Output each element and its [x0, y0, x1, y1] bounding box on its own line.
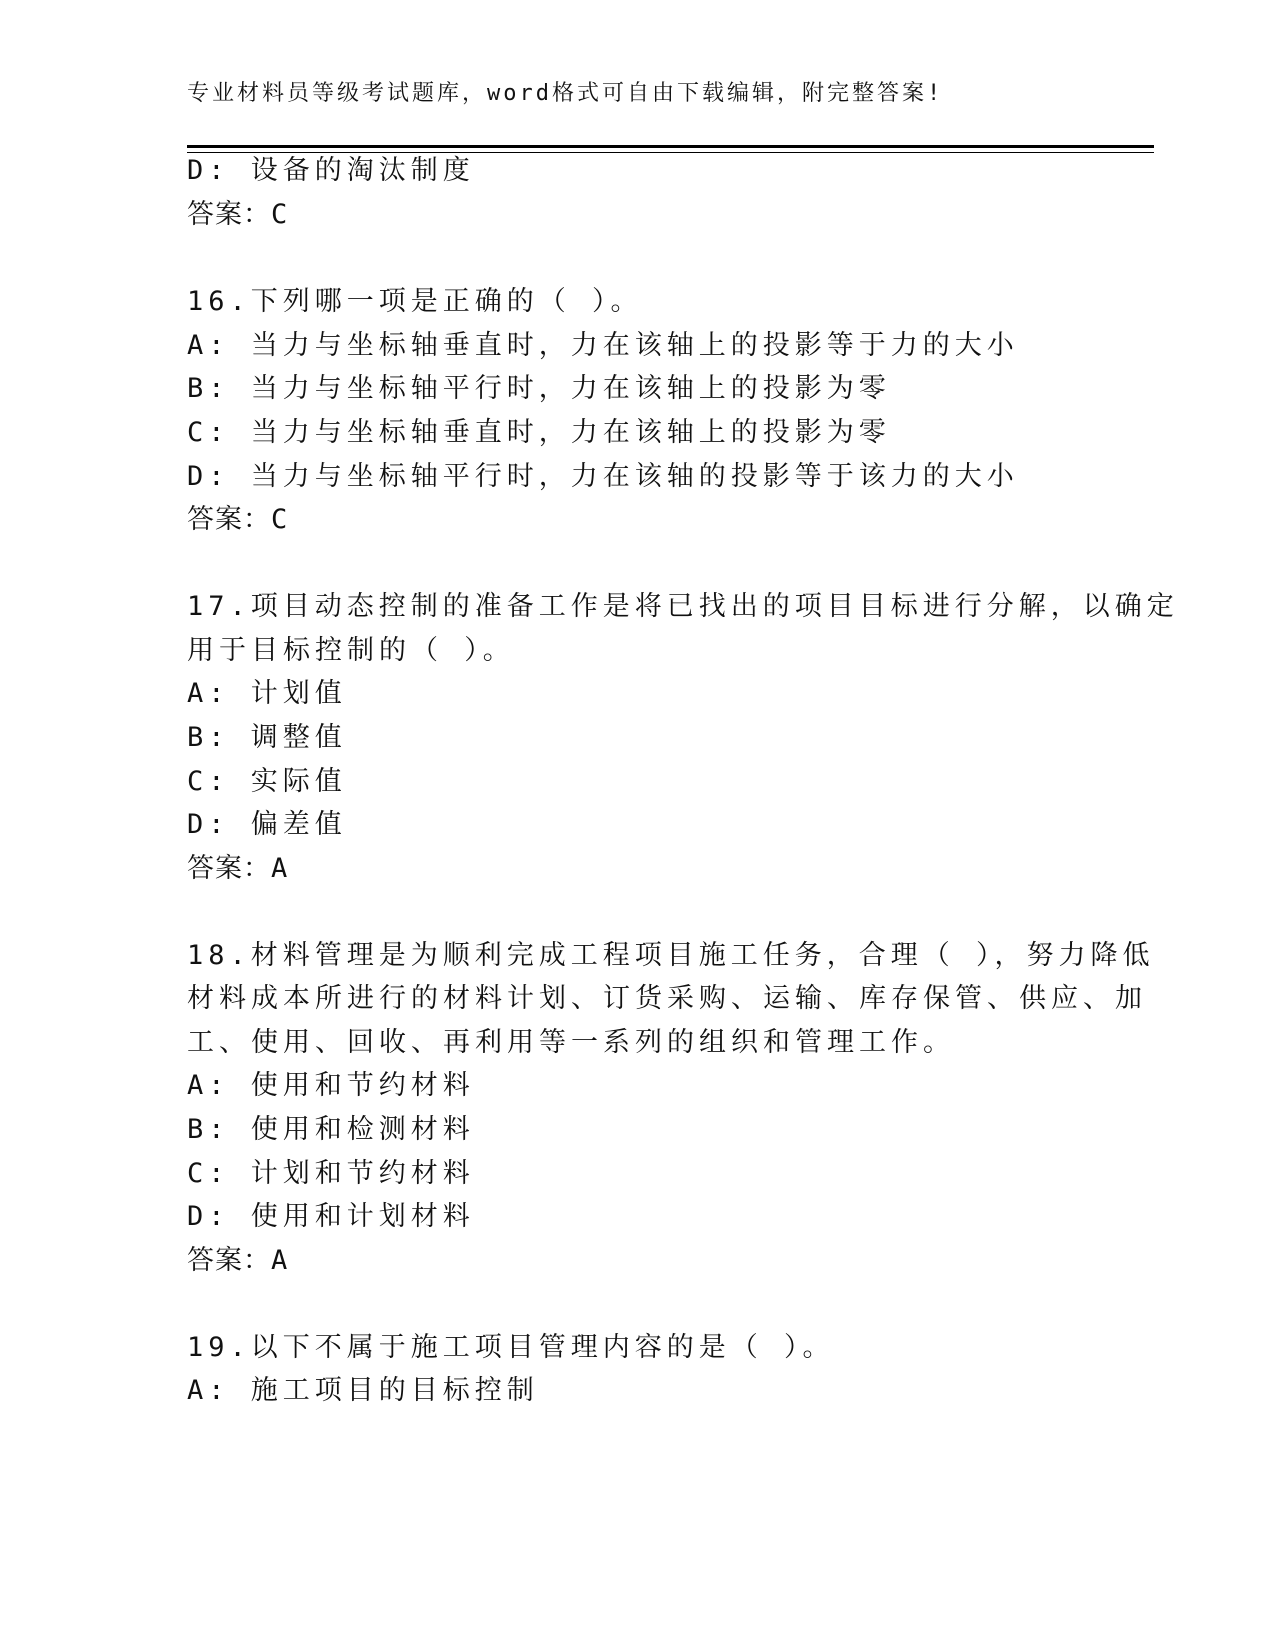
document-header: 专业材料员等级考试题库，word格式可自由下载编辑，附完整答案! — [187, 81, 944, 106]
answer-label: 答案： — [187, 1245, 271, 1276]
q18-stem-line-3: 工、使用、回收、再利用等一系列的组织和管理工作。 — [187, 1027, 955, 1058]
answer-value: C — [271, 504, 289, 535]
q17-option-c: C: 实际值 — [187, 766, 347, 797]
q16-answer — [187, 502, 288, 538]
prev-option-d: D: 设备的淘汰制度 — [187, 155, 475, 186]
answer-value: A — [271, 1245, 289, 1276]
answer-label: 答案： — [187, 199, 271, 230]
q16-option-c: C: 当力与坐标轴垂直时，力在该轴上的投影为零 — [187, 417, 891, 448]
q17-option-a: A: 计划值 — [187, 678, 347, 709]
q17-option-d: D: 偏差值 — [187, 809, 347, 840]
q17-stem-line-1: 17.项目动态控制的准备工作是将已找出的项目目标进行分解，以确定 — [187, 591, 1179, 622]
q17-answer — [187, 851, 288, 887]
q16-option-b: B: 当力与坐标轴平行时，力在该轴上的投影为零 — [187, 373, 891, 404]
q16-stem: 16.下列哪一项是正确的（ ）。 — [187, 286, 643, 317]
q19-option-a: A: 施工项目的目标控制 — [187, 1375, 539, 1406]
header-rule-thick — [187, 145, 1154, 148]
prev-answer — [187, 197, 288, 233]
q16-option-d: D: 当力与坐标轴平行时，力在该轴的投影等于该力的大小 — [187, 461, 1019, 492]
q17-stem-line-2: 用于目标控制的（ ）。 — [187, 635, 515, 666]
q18-option-c: C: 计划和节约材料 — [187, 1158, 475, 1189]
answer-label: 答案： — [187, 504, 271, 535]
q18-answer — [187, 1243, 288, 1279]
q16-option-a: A: 当力与坐标轴垂直时，力在该轴上的投影等于力的大小 — [187, 330, 1019, 361]
q18-option-b: B: 使用和检测材料 — [187, 1114, 475, 1145]
answer-value: C — [271, 199, 289, 230]
q18-option-a: A: 使用和节约材料 — [187, 1070, 475, 1101]
q17-option-b: B: 调整值 — [187, 722, 347, 753]
answer-label: 答案： — [187, 853, 271, 884]
q19-stem: 19.以下不属于施工项目管理内容的是（ ）。 — [187, 1332, 835, 1363]
answer-value: A — [271, 853, 289, 884]
q18-stem-line-1: 18.材料管理是为顺利完成工程项目施工任务，合理（ ），努力降低 — [187, 940, 1155, 971]
q18-option-d: D: 使用和计划材料 — [187, 1201, 475, 1232]
q18-stem-line-2: 材料成本所进行的材料计划、订货采购、运输、库存保管、供应、加 — [187, 983, 1147, 1014]
